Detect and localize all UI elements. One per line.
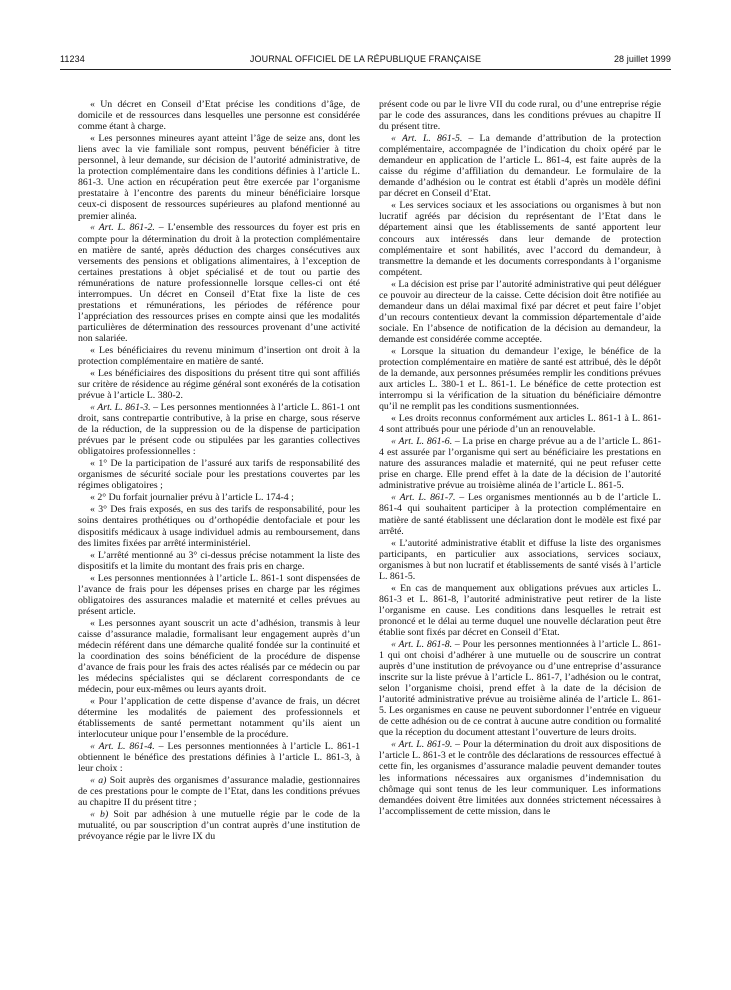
page-header xyxy=(60,54,671,68)
paragraph xyxy=(379,279,661,345)
paragraph xyxy=(379,492,661,536)
paragraph-text: « 2° Du forfait journalier prévu à l’article L. 174-4 ; xyxy=(90,492,294,504)
article-heading: « Art. L. 861-6. xyxy=(391,436,453,448)
paragraph xyxy=(78,573,360,617)
paragraph xyxy=(379,436,661,491)
page-number: 11234 xyxy=(60,54,85,64)
paragraph-text: « Les personnes mentionnées à l’article L. 861-1 sont dispensées de l’avance de frais pour les dépenses prises en charge par les régimes obligatoires des assurances maladie et maternité et celles prévues au présent article. xyxy=(78,572,360,617)
paragraph xyxy=(78,368,360,401)
paragraph-text: présent code ou par le livre VII du code rural, ou d’une entreprise régie par le code des assurances, dans les conditions prévues au chapitre II du présent titre. xyxy=(379,99,661,133)
paragraph-text: – L’ensemble des ressources du foyer est pris en compte pour la détermination du droit à la protection complémentaire en matière de santé, après déduction des charges consécutives aux versements des pensions et obligations alimentaires, à l’exception de certaines prestations à objet spécialisé et de tout ou partie des rémunérations de nature professionnelle lorsque celles-ci ont été interrompues. Un décret en Conseil d’Etat fixe la liste de ces prestations et rémunérations, les périodes de référence pour l’appréciation des ressources prises en compte ainsi que les modalités particulières de détermination des ressources provenant d’une activité non salariée. xyxy=(78,222,360,345)
paragraph xyxy=(78,458,360,491)
header-rule xyxy=(60,69,671,70)
article-heading: « Art. L. 861-8. xyxy=(391,638,453,650)
paragraph xyxy=(379,739,661,816)
paragraph-text: « L’arrêté mentionné au 3° ci-dessus précise notamment la liste des dispositifs et la limite du montant des frais pris en charge. xyxy=(78,549,360,572)
paragraph xyxy=(379,538,661,582)
paragraph-text: – Les organismes mentionnés au b de l’article L. 861-4 qui souhaitent participer à la protection complémentaire en matière de santé établissent une déclaration dont le modèle est fixé par arrêté. xyxy=(379,492,661,537)
paragraph xyxy=(379,639,661,739)
article-heading: « Art. L. 861-5. xyxy=(391,133,463,145)
paragraph-text: « 1° De la participation de l’assuré aux tarifs de responsabilité des organismes de sécurité sociale pour les prestations couvertes par les régimes obligatoires ; xyxy=(78,458,360,492)
paragraph-text: « Les personnes mineures ayant atteint l’âge de seize ans, dont les liens avec la vie familiale sont rompus, peuvent bénéficier à titre personnel, à leur demande, sur décision de l’autorité administrative, de la protection complémentaire dans les conditions définies à l’article L. 861-3. Une action en récupération peut être exercée par l’organisme prestataire à l’encontre des parents du mineur bénéficiaire lorsque ceux-ci disposent de ressources supérieures au plafond mentionné au premier alinéa. xyxy=(78,133,360,222)
paragraph-text: « Les services sociaux et les associations ou organismes à but non lucratif agréés par décision du représentant de l’Etat dans le département ainsi que les établissements de santé apportent leur concours aux intéressés dans leur demande de protection complémentaire et sont habilités, avec l’accord du demandeur, à transmettre la demande et les documents correspondants à l’organisme compétent. xyxy=(379,200,661,278)
publication-date: 28 juillet 1999 xyxy=(613,54,671,64)
paragraph xyxy=(78,741,360,774)
article-heading: « b) xyxy=(90,809,109,821)
paragraph xyxy=(78,222,360,344)
paragraph xyxy=(78,492,360,503)
paragraph xyxy=(78,775,360,808)
article-heading: « Art. L. 861-3. xyxy=(90,402,151,414)
paragraph xyxy=(78,345,360,367)
paragraph-text: – Pour la détermination du droit aux dispositions de l’article L. 861-3 et le contrôle des déclarations de ressources effectué à cette fin, les organismes d’assurance maladie peuvent demander toutes les informations nécessaires aux organismes d’indemnisation du chômage qui sont tenus de les leur communiquer. Les informations demandées doivent être limitées aux données strictement nécessaires à l’accomplissement de cette mission, dans le xyxy=(379,739,661,817)
paragraph xyxy=(78,504,360,548)
article-heading: « Art. L. 861-7. xyxy=(391,492,456,504)
paragraph-text: « Un décret en Conseil d’Etat précise les conditions d’âge, de domicile et de ressources dans lesquelles une personne est considérée comme étant à charge. xyxy=(78,99,360,133)
paragraph xyxy=(78,99,360,132)
paragraph-text: Soit par adhésion à une mutuelle régie par le code de la mutualité, ou par souscription d’un contrat auprès d’une institution de prévoyance régie par le livre IX du xyxy=(78,809,360,843)
paragraph-text: « L’autorité administrative établit et diffuse la liste des organismes participants, en particulier aux associations, services sociaux, organismes à but non lucratif et établissements de santé visés à l’article L. 861-5. xyxy=(379,537,661,582)
paragraph xyxy=(379,99,661,132)
paragraph-text: – Les personnes mentionnées à l’article L. 861-1 obtiennent le bénéfice des prestations définies à l’article L. 861-3, à leur choix : xyxy=(78,741,360,775)
paragraph xyxy=(379,413,661,435)
paragraph xyxy=(379,200,661,277)
article-heading: « a) xyxy=(90,775,107,787)
article-heading: « Art. L. 861-4. xyxy=(90,741,155,753)
paragraph-text: – La demande d’attribution de la protection complémentaire, accompagnée de l’indication du choix opéré par le demandeur en application de l’article L. 861-4, est faite auprès de la caisse du régime d’affiliation du demandeur. Le formulaire de la demande d’adhésion ou le contrat est établi d’après un modèle défini par décret en Conseil d’Etat. xyxy=(379,133,661,200)
paragraph-text: – Les personnes mentionnées à l’article L. 861-1 ont droit, sans contrepartie contributive, à la prise en charge, sous réserve de la réduction, de la suppression ou de la dispense de participation prévues par le présent code ou stipulées par les garanties collectives obligatoires professionnelles : xyxy=(78,402,360,458)
right-column xyxy=(379,99,661,817)
paragraph-text: « Les bénéficiaires des dispositions du présent titre qui sont affiliés sur critère de résidence au régime général sont exonérés de la cotisation prévue à l’article L. 380-2. xyxy=(78,368,360,402)
article-heading: « Art. L. 861-9. xyxy=(391,739,453,751)
paragraph xyxy=(379,583,661,638)
journal-title: JOURNAL OFFICIEL DE LA RÉPUBLIQUE FRANÇAISE xyxy=(249,54,482,64)
paragraph xyxy=(78,550,360,572)
paragraph-text: – Pour les personnes mentionnées à l’article L. 861-1 qui ont choisi d’adhérer à une mutuelle ou de souscrire un contrat auprès d’une institution de prévoyance ou d’une entreprise d’assurance inscrite sur la liste prévue à l’article L. 861-7, l’adhésion ou le contrat, selon l’organisme choisi, prend effet à la date de la décision de l’autorité administrative prévue au troisième alinéa de l’article L. 861-5. Les organismes en cause ne peuvent subordonner l’entrée en vigueur de cette adhésion ou de ce contrat à aucune autre condition ou formalité que la réception du document attestant l’ouverture de leurs droits. xyxy=(379,638,661,739)
left-column xyxy=(78,99,360,842)
paragraph xyxy=(78,809,360,842)
paragraph xyxy=(379,133,661,199)
paragraph-text: « Lorsque la situation du demandeur l’exige, le bénéfice de la protection complémentaire en matière de santé est attribué, dès le dépôt de la demande, aux personnes présumées remplir les conditions prévues aux articles L. 380-1 et L. 861-1. Le bénéfice de cette protection est interrompu si la vérification de la situation du bénéficiaire démontre qu’il ne remplit pas les conditions susmentionnées. xyxy=(379,345,661,413)
paragraph xyxy=(78,696,360,740)
paragraph-text: « En cas de manquement aux obligations prévues aux articles L. 861-3 et L. 861-8, l’autorité administrative peut retirer de la liste l’organisme en cause. Les conditions dans lesquelles le retrait est prononcé et le délai au terme duquel une nouvelle déclaration peut être établie sont fixés par décret en Conseil d’Etat. xyxy=(379,582,661,638)
paragraph-text: « 3° Des frais exposés, en sus des tarifs de responsabilité, pour les soins dentaires prothétiques ou d’orthopédie dentofaciale et pour les dispositifs médicaux à usage individuel admis au remboursement, dans des limites fixées par arrêté interministériel. xyxy=(78,504,360,549)
paragraph xyxy=(78,402,360,457)
paragraph-text: « Pour l’application de cette dispense d’avance de frais, un décret détermine les modalités de paiement des professionnels et établissements de santé permettant notamment qu’ils aient un interlocuteur unique pour l’ensemble de la procédure. xyxy=(78,696,360,741)
paragraph-text: « Les personnes ayant souscrit un acte d’adhésion, transmis à leur caisse d’assurance maladie, formalisant leur engagement auprès d’un médecin référent dans une démarche qualité fondée sur la continuité et la coordination des soins bénéficient de la procédure de dispense d’avance de frais pour les frais des actes réalisés par ce médecin ou par les médecins spécialistes qui se déclarent correspondants de ce médecin, pour eux-mêmes ou leurs ayants droit. xyxy=(78,617,360,696)
paragraph xyxy=(379,346,661,412)
article-heading: « Art. L. 861-2. xyxy=(90,222,155,234)
paragraph xyxy=(78,618,360,695)
paragraph xyxy=(78,133,360,222)
paragraph-text: Soit auprès des organismes d’assurance maladie, gestionnaires de ces prestations pour le compte de l’Etat, dans les conditions prévues au chapitre II du présent titre ; xyxy=(78,775,360,809)
paragraph-text: « Les bénéficiaires du revenu minimum d’insertion ont droit à la protection complémentaire en matière de santé. xyxy=(78,345,360,368)
paragraph-text: – La prise en charge prévue au a de l’article L. 861-4 est assurée par l’organisme qui sert au bénéficiaire les prestations en nature des assurances maladie et maternité, qui ne peut refuser cette prise en charge. Elle prend effet à la date de la décision de l’autorité administrative prévue au troisième alinéa de l’article L. 861-5. xyxy=(379,436,661,492)
paragraph-text: « La décision est prise par l’autorité administrative qui peut déléguer ce pouvoir au directeur de la caisse. Cette décision doit être notifiée au demandeur dans un délai maximal fixé par décret et peut faire l’objet d’un recours contentieux devant la commission départementale d’aide sociale. En l’absence de notification de la décision au demandeur, la demande est considérée comme acceptée. xyxy=(379,278,661,345)
paragraph-text: « Les droits reconnus conformément aux articles L. 861-1 à L. 861-4 sont attribués pour une période d’un an renouvelable. xyxy=(379,413,661,436)
